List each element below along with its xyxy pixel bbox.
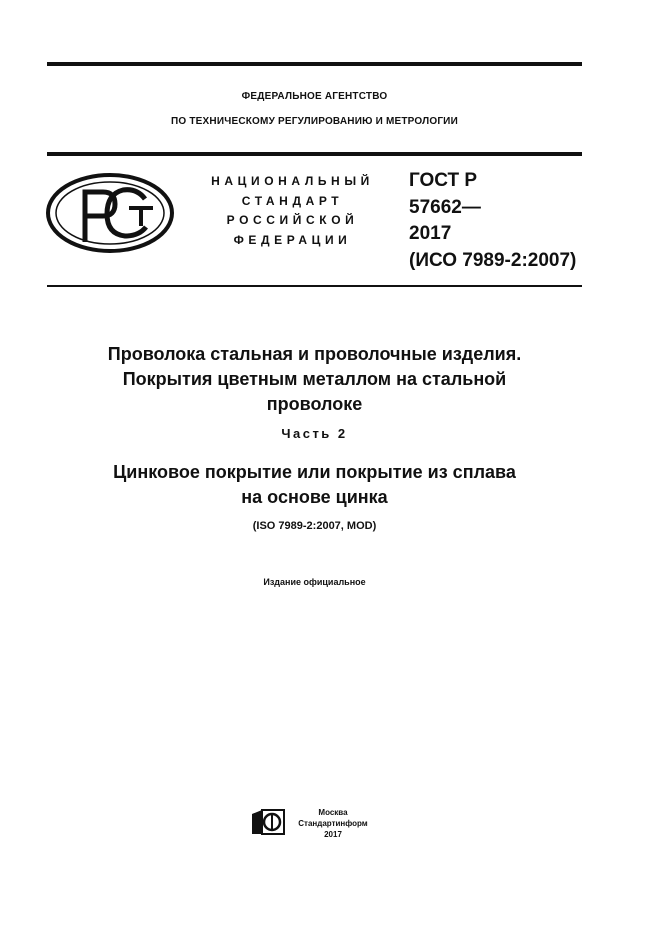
national-standard-line4: ФЕДЕРАЦИИ <box>233 232 352 247</box>
subtitle-line1: Цинковое покрытие или покрытие из сплава <box>113 462 516 482</box>
designation-line1: ГОСТ Р <box>409 170 478 191</box>
agency-name-line1: ФЕДЕРАЛЬНОЕ АГЕНТСТВО <box>241 91 388 102</box>
standard-designation <box>409 168 576 274</box>
national-standard-label <box>195 172 390 250</box>
designation-line2: 57662— <box>409 196 481 218</box>
designation-line4: (ИСО 7989-2:2007) <box>409 249 577 271</box>
document-subtitle <box>47 460 582 510</box>
national-standard-line3: РОССИЙСКОЙ <box>226 213 359 227</box>
title-line2: Покрытия цветным металлом на стальной <box>122 369 507 389</box>
agency-name-line2: ПО ТЕХНИЧЕСКОМУ РЕГУЛИРОВАНИЮ И МЕТРОЛОГИИ <box>171 116 458 127</box>
top-rule <box>47 62 582 66</box>
publisher-block <box>288 807 378 840</box>
designation-rule <box>47 285 582 287</box>
header-rule <box>47 152 582 156</box>
designation-line3: 2017 <box>409 223 452 244</box>
publisher-year: 2017 <box>324 830 342 839</box>
subtitle-line2: на основе цинка <box>241 487 388 507</box>
title-line1: Проволока стальная и проволочные изделия. <box>107 344 522 364</box>
part-label: Часть 2 <box>281 426 348 441</box>
iso-reference: (ISO 7989-2:2007, MOD) <box>252 520 377 532</box>
national-standard-line1: НАЦИОНАЛЬНЫЙ <box>211 174 374 188</box>
standartinform-logo-icon <box>248 808 288 836</box>
publisher-city: Москва <box>318 808 348 817</box>
national-standard-line2: СТАНДАРТ <box>241 193 344 208</box>
publisher-name: Стандартинформ <box>298 819 368 828</box>
rst-certification-logo-icon <box>45 172 175 254</box>
edition-note: Издание официальное <box>263 577 366 587</box>
document-title <box>47 342 582 417</box>
title-line3: проволоке <box>266 394 363 414</box>
